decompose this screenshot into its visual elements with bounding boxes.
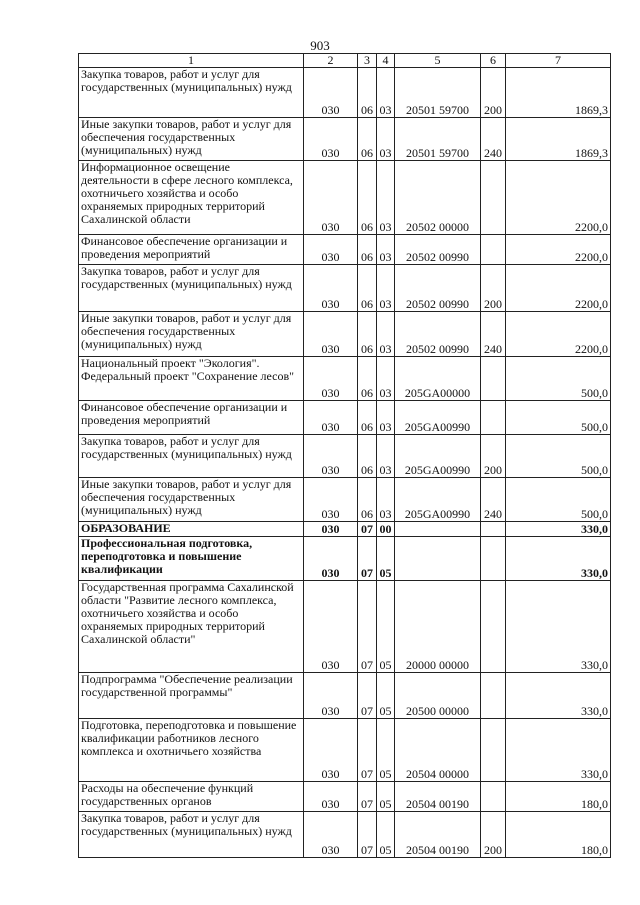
section-code-cell: 06 <box>358 357 377 401</box>
target-article-cell: 20500 00000 <box>395 673 481 719</box>
target-article-cell: 205GA00990 <box>395 401 481 435</box>
expense-type-cell <box>481 522 506 537</box>
amount-cell: 330,0 <box>506 522 611 537</box>
table-row <box>79 265 611 312</box>
row-name-cell: Иные закупки товаров, работ и услуг для обеспечения государственных (муниципальных) нужд <box>79 118 304 161</box>
target-article-cell: 20502 00000 <box>395 161 481 235</box>
subsection-code-cell: 03 <box>377 401 395 435</box>
row-name-cell: Закупка товаров, работ и услуг для государственных (муниципальных) нужд <box>79 68 304 118</box>
column-header: 3 <box>358 54 377 68</box>
subsection-code-cell: 03 <box>377 235 395 265</box>
subsection-code-cell: 03 <box>377 478 395 522</box>
target-article-cell <box>395 537 481 581</box>
subsection-code-cell: 05 <box>377 537 395 581</box>
amount-cell: 1869,3 <box>506 118 611 161</box>
ministry-code-cell: 030 <box>304 537 358 581</box>
column-header: 5 <box>395 54 481 68</box>
column-header: 6 <box>481 54 506 68</box>
amount-cell: 2200,0 <box>506 312 611 357</box>
target-article-cell: 20502 00990 <box>395 265 481 312</box>
column-header: 1 <box>79 54 304 68</box>
ministry-code-cell: 030 <box>304 812 358 858</box>
expense-type-cell <box>481 719 506 782</box>
section-code-cell: 06 <box>358 161 377 235</box>
expense-type-cell: 200 <box>481 68 506 118</box>
column-header: 4 <box>377 54 395 68</box>
target-article-cell: 20504 00000 <box>395 719 481 782</box>
table-row <box>79 478 611 522</box>
column-header: 2 <box>304 54 358 68</box>
amount-cell: 330,0 <box>506 581 611 673</box>
row-name-cell: Иные закупки товаров, работ и услуг для обеспечения государственных (муниципальных) нужд <box>79 478 304 522</box>
section-code-cell: 06 <box>358 401 377 435</box>
table-row <box>79 719 611 782</box>
section-code-cell: 07 <box>358 719 377 782</box>
expense-type-cell <box>481 357 506 401</box>
subsection-code-cell: 05 <box>377 673 395 719</box>
target-article-cell: 20502 00990 <box>395 235 481 265</box>
table-row <box>79 401 611 435</box>
table-row <box>79 357 611 401</box>
section-code-cell: 06 <box>358 68 377 118</box>
row-name-cell: Закупка товаров, работ и услуг для государственных (муниципальных) нужд <box>79 265 304 312</box>
ministry-code-cell: 030 <box>304 435 358 478</box>
row-name-cell: Подпрограмма "Обеспечение реализации государственной программы" <box>79 673 304 719</box>
expense-type-cell <box>481 161 506 235</box>
amount-cell: 180,0 <box>506 812 611 858</box>
column-header: 7 <box>506 54 611 68</box>
table-row <box>79 537 611 581</box>
table-row <box>79 581 611 673</box>
expense-type-cell <box>481 401 506 435</box>
target-article-cell: 20000 00000 <box>395 581 481 673</box>
subsection-code-cell: 03 <box>377 118 395 161</box>
row-name-cell: Закупка товаров, работ и услуг для государственных (муниципальных) нужд <box>79 435 304 478</box>
expense-type-cell <box>481 235 506 265</box>
section-code-cell: 07 <box>358 812 377 858</box>
amount-cell: 180,0 <box>506 782 611 812</box>
table-row <box>79 435 611 478</box>
table-row <box>79 161 611 235</box>
row-name-cell: Профессиональная подготовка, переподготовка и повышение квалификации <box>79 537 304 581</box>
row-name-cell: Национальный проект "Экология". Федеральный проект "Сохранение лесов" <box>79 357 304 401</box>
section-code-cell: 06 <box>358 478 377 522</box>
expense-type-cell: 240 <box>481 478 506 522</box>
amount-cell: 2200,0 <box>506 265 611 312</box>
subsection-code-cell: 03 <box>377 265 395 312</box>
table-row <box>79 235 611 265</box>
ministry-code-cell: 030 <box>304 312 358 357</box>
ministry-code-cell: 030 <box>304 357 358 401</box>
subsection-code-cell: 03 <box>377 68 395 118</box>
target-article-cell: 20502 00990 <box>395 312 481 357</box>
section-code-cell: 07 <box>358 522 377 537</box>
target-article-cell <box>395 522 481 537</box>
target-article-cell: 20504 00190 <box>395 812 481 858</box>
row-name-cell: Иные закупки товаров, работ и услуг для обеспечения государственных (муниципальных) нужд <box>79 312 304 357</box>
subsection-code-cell: 00 <box>377 522 395 537</box>
section-code-cell: 06 <box>358 118 377 161</box>
expense-type-cell <box>481 782 506 812</box>
target-article-cell: 205GA00000 <box>395 357 481 401</box>
subsection-code-cell: 05 <box>377 812 395 858</box>
table-header-row <box>79 54 611 68</box>
subsection-code-cell: 03 <box>377 312 395 357</box>
section-code-cell: 07 <box>358 581 377 673</box>
amount-cell: 500,0 <box>506 478 611 522</box>
ministry-code-cell: 030 <box>304 478 358 522</box>
row-name-cell: Финансовое обеспечение организации и проведения мероприятий <box>79 401 304 435</box>
subsection-code-cell: 03 <box>377 435 395 478</box>
budget-table <box>78 53 611 858</box>
row-name-cell: Государственная программа Сахалинской области "Развитие лесного комплекса, охотничьего хозяйства и особо охраняемых природных территорий Сахалинской области" <box>79 581 304 673</box>
section-code-cell: 06 <box>358 265 377 312</box>
subsection-code-cell: 05 <box>377 719 395 782</box>
row-name-cell: Финансовое обеспечение организации и проведения мероприятий <box>79 235 304 265</box>
amount-cell: 2200,0 <box>506 161 611 235</box>
subsection-code-cell: 05 <box>377 782 395 812</box>
expense-type-cell: 200 <box>481 812 506 858</box>
table-row <box>79 118 611 161</box>
expense-type-cell: 240 <box>481 118 506 161</box>
table-row <box>79 312 611 357</box>
subsection-code-cell: 03 <box>377 357 395 401</box>
table-row <box>79 673 611 719</box>
amount-cell: 330,0 <box>506 719 611 782</box>
amount-cell: 1869,3 <box>506 68 611 118</box>
expense-type-cell <box>481 581 506 673</box>
target-article-cell: 205GA00990 <box>395 435 481 478</box>
row-name-cell: Расходы на обеспечение функций государственных органов <box>79 782 304 812</box>
section-code-cell: 06 <box>358 312 377 357</box>
amount-cell: 330,0 <box>506 537 611 581</box>
section-code-cell: 07 <box>358 782 377 812</box>
expense-type-cell <box>481 537 506 581</box>
amount-cell: 2200,0 <box>506 235 611 265</box>
ministry-code-cell: 030 <box>304 673 358 719</box>
ministry-code-cell: 030 <box>304 719 358 782</box>
section-code-cell: 06 <box>358 435 377 478</box>
target-article-cell: 20504 00190 <box>395 782 481 812</box>
budget-table-container <box>78 53 610 858</box>
section-code-cell: 07 <box>358 537 377 581</box>
ministry-code-cell: 030 <box>304 68 358 118</box>
expense-type-cell <box>481 673 506 719</box>
subsection-code-cell: 05 <box>377 581 395 673</box>
row-name-cell: Информационное освещение деятельности в сфере лесного комплекса, охотничьего хозяйства и особо охраняемых природных территорий Сахалинской области <box>79 161 304 235</box>
table-row <box>79 812 611 858</box>
table-body <box>79 68 611 858</box>
ministry-code-cell: 030 <box>304 782 358 812</box>
section-code-cell: 07 <box>358 673 377 719</box>
ministry-code-cell: 030 <box>304 581 358 673</box>
ministry-code-cell: 030 <box>304 522 358 537</box>
row-name-cell: ОБРАЗОВАНИЕ <box>79 522 304 537</box>
target-article-cell: 205GA00990 <box>395 478 481 522</box>
ministry-code-cell: 030 <box>304 235 358 265</box>
ministry-code-cell: 030 <box>304 161 358 235</box>
ministry-code-cell: 030 <box>304 401 358 435</box>
target-article-cell: 20501 59700 <box>395 68 481 118</box>
page-number: 903 <box>310 38 330 53</box>
table-row <box>79 68 611 118</box>
target-article-cell: 20501 59700 <box>395 118 481 161</box>
amount-cell: 500,0 <box>506 401 611 435</box>
row-name-cell: Подготовка, переподготовка и повышение квалификации работников лесного комплекса и охотничьего хозяйства <box>79 719 304 782</box>
table-row <box>79 782 611 812</box>
ministry-code-cell: 030 <box>304 265 358 312</box>
subsection-code-cell: 03 <box>377 161 395 235</box>
ministry-code-cell: 030 <box>304 118 358 161</box>
expense-type-cell: 200 <box>481 265 506 312</box>
amount-cell: 500,0 <box>506 435 611 478</box>
row-name-cell: Закупка товаров, работ и услуг для государственных (муниципальных) нужд <box>79 812 304 858</box>
expense-type-cell: 200 <box>481 435 506 478</box>
section-code-cell: 06 <box>358 235 377 265</box>
expense-type-cell: 240 <box>481 312 506 357</box>
amount-cell: 330,0 <box>506 673 611 719</box>
amount-cell: 500,0 <box>506 357 611 401</box>
table-row <box>79 522 611 537</box>
